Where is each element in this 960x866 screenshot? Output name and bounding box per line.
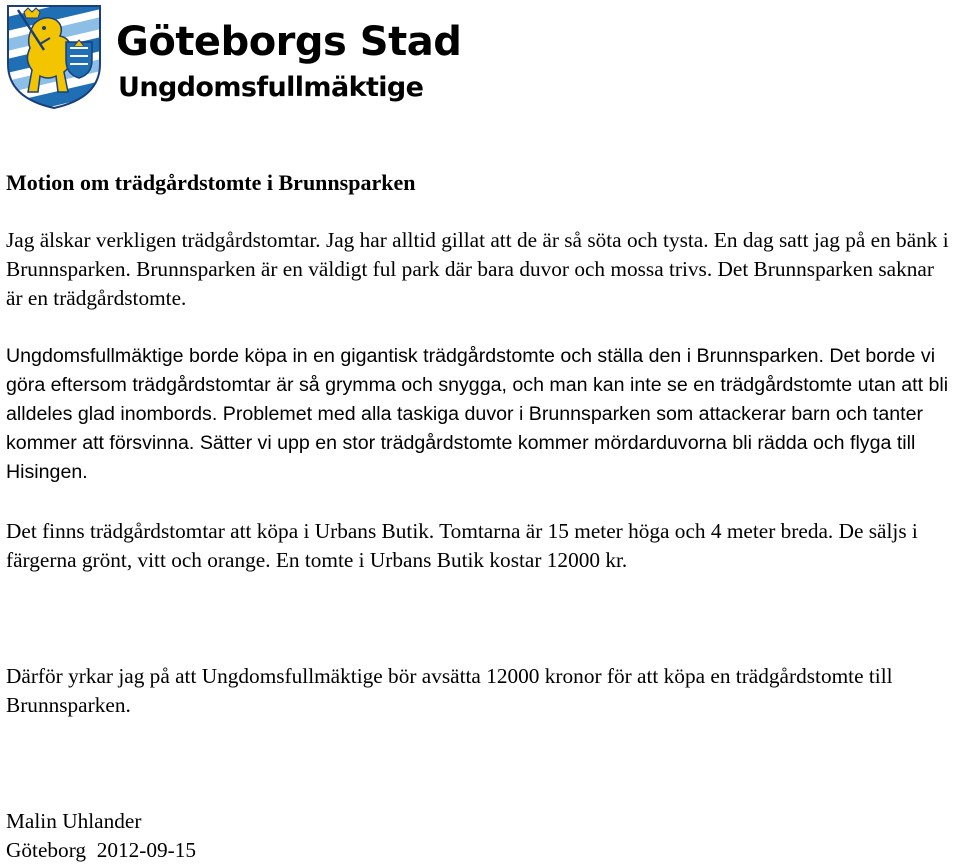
paragraph-motion-request: Därför yrkar jag på att Ungdomsfullmäktige bör avsätta 12000 kronor för att köpa en trädgårdstomte till Brunnsparken. <box>6 664 893 717</box>
document-title: Motion om trädgårdstomte i Brunnsparken <box>6 170 416 195</box>
signature-place-date: Göteborg 2012-09-15 <box>6 838 197 862</box>
paragraph-intro: Jag älskar verkligen trädgårdstomtar. Jag har alltid gillat att de är så söta och tysta. En dag satt jag på en bänk i Brunnsparken. Brunnsparken är en väldigt ful park där bara duvor och mossa trivs. Det Brunnsparken saknar är en trädgårdstomte. <box>6 228 949 310</box>
org-unit: Ungdomsfullmäktige <box>118 72 424 103</box>
header-logo <box>4 2 462 112</box>
city-coat-of-arms-icon <box>4 2 104 110</box>
paragraph-purchase-info: Det finns trädgårdstomtar att köpa i Urbans Butik. Tomtarna är 15 meter höga och 4 meter breda. De säljs i färgerna grönt, vitt och orange. En tomte i Urbans Butik kostar 12000 kr. <box>6 519 918 572</box>
org-name: Göteborgs Stad <box>116 19 462 65</box>
signature-name: Malin Uhlander <box>6 809 142 833</box>
paragraph-proposal: Ungdomsfullmäktige borde köpa in en gigantisk trädgårdstomte och ställa den i Brunnsparken. Det borde vi göra eftersom trädgårdstomtar är så grymma och snygga, och man kan inte se en trädgårdstomte utan att bli alldeles glad inombords. Problemet med alla taskiga duvor i Brunnsparken som attackerar barn och tanter kommer att försvinna. Sätter vi upp en stor trädgårdstomte kommer mördarduvorna bli rädda och flyga till Hisingen. <box>6 345 949 483</box>
